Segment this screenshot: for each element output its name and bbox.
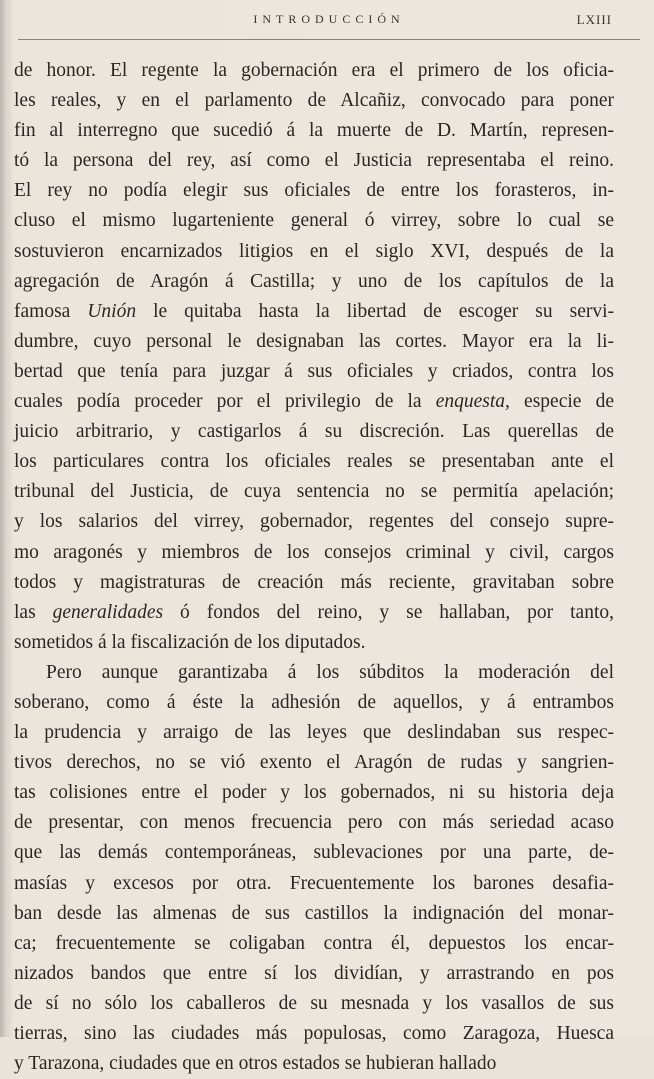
text-line: [14, 327, 614, 357]
text-line: [14, 176, 614, 206]
text-line: [14, 146, 614, 176]
text-line: [14, 237, 614, 267]
text-run: agregación de Aragón á Castilla; y uno de los capítulos de la: [14, 270, 614, 292]
text-line: [14, 267, 614, 297]
text-line: [14, 116, 614, 146]
text-run: ó fondos del reino, y se hallaban, por tanto,: [163, 601, 614, 623]
text-line: [14, 1019, 614, 1049]
text-run: El rey no podía elegir sus oficiales de entre los forasteros, in-: [14, 180, 614, 202]
text-line: [14, 538, 614, 568]
text-run: ca; frecuentemente se coligaban contra él, depuestos los encar-: [14, 932, 614, 954]
text-line: [14, 628, 614, 658]
text-run: bertad que tenía para juzgar á sus oficiales y criados, contra los: [14, 360, 614, 382]
text-run: tivos derechos, no se vió exento el Aragón de rudas y sangrien-: [14, 752, 614, 774]
text-run: mo aragonés y miembros de los consejos criminal y civil, cargos: [14, 541, 614, 563]
text-run: sostuvieron encarnizados litigios en el siglo XVI, después de la: [14, 240, 614, 262]
text-line: [14, 748, 614, 778]
text-run: de presentar, con menos frecuencia pero con más seriedad acaso: [14, 812, 614, 834]
text-line: [14, 808, 614, 838]
italic-term: Unión: [87, 300, 137, 322]
text-line: [14, 357, 614, 387]
text-line: [14, 869, 614, 899]
text-line: [14, 56, 614, 86]
italic-term: generalidades: [52, 601, 164, 623]
text-line: [14, 989, 614, 1019]
text-run: famosa: [14, 300, 88, 322]
text-line: [14, 206, 614, 236]
text-line: [14, 718, 614, 748]
text-run: tribunal del Justicia, de cuya sentencia no se permitía apelación;: [14, 481, 614, 503]
text-run: les reales, y en el parlamento de Alcañiz, convocado para poner: [14, 90, 614, 112]
text-run: la prudencia y arraigo de las leyes que deslindaban sus respec-: [14, 722, 614, 744]
text-line: [14, 507, 614, 537]
italic-term: enquesta,: [435, 391, 510, 413]
text-run: le quitaba hasta la libertad de escoger su servi-: [136, 300, 615, 322]
text-line: [14, 688, 614, 718]
text-line: [14, 297, 614, 327]
text-line: [14, 568, 614, 598]
header-rule: [18, 39, 640, 40]
body-text: [14, 56, 614, 1079]
text-line: [14, 778, 614, 808]
text-line: [14, 1049, 614, 1079]
text-run: cuales podía proceder por el privilegio de la: [14, 391, 436, 413]
text-line: [14, 387, 614, 417]
text-line: [14, 417, 614, 447]
text-run: y los salarios del virrey, gobernador, regentes del consejo supre-: [14, 511, 614, 533]
text-run: especie de: [509, 391, 614, 413]
paragraph: [14, 56, 614, 658]
text-run: masías y excesos por otra. Frecuentemente los barones desafia-: [14, 872, 614, 894]
running-title: INTRODUCCIÓN: [253, 12, 405, 26]
text-run: fin al interregno que sucedió á la muerte de D. Martín, represen-: [14, 120, 614, 142]
text-line: [14, 929, 614, 959]
text-run: Pero aunque garantizaba á los súbditos la moderación del: [46, 661, 614, 683]
text-line: [14, 86, 614, 116]
text-line: [14, 598, 614, 628]
text-run: los particulares contra los oficiales reales se presentaban ante el: [14, 451, 614, 473]
text-line: [14, 899, 614, 929]
text-run: las: [14, 601, 53, 623]
text-run: y Tarazona, ciudades que en otros estados se hubieran hallado: [14, 1053, 497, 1075]
text-run: nizados bandos que entre sí los dividían, y arrastrando en pos: [14, 962, 614, 984]
text-run: de sí no sólo los caballeros de su mesnada y los vasallos de sus: [14, 992, 614, 1014]
text-run: dumbre, cuyo personal le designaban las cortes. Mayor era la li-: [14, 330, 614, 352]
text-line: [14, 658, 614, 688]
text-run: tierras, sino las ciudades más populosas, como Zaragoza, Huesca: [14, 1023, 614, 1044]
text-run: soberano, como á éste la adhesión de aquellos, y á entrambos: [14, 691, 614, 713]
text-run: tas colisiones entre el poder y los gobernados, ni su historia deja: [14, 782, 614, 804]
page-header: [20, 10, 638, 32]
text-run: sometidos á la fiscalización de los diputados.: [14, 631, 366, 653]
text-run: ban desde las almenas de sus castillos la indignación del monar-: [14, 902, 614, 924]
text-run: que las demás contemporáneas, sublevaciones por una parte, de-: [14, 842, 614, 864]
text-line: [14, 447, 614, 477]
text-line: [14, 838, 614, 868]
text-run: todos y magistraturas de creación más reciente, gravitaban sobre: [14, 571, 614, 593]
page-number: LXIII: [576, 12, 612, 27]
text-run: tó la persona del rey, así como el Justicia representaba el reino.: [14, 150, 614, 172]
text-line: [14, 477, 614, 507]
text-run: cluso el mismo lugarteniente general ó virrey, sobre lo cual se: [14, 210, 614, 232]
text-line: [14, 959, 614, 989]
text-run: juicio arbitrario, y castigarlos á su discreción. Las querellas de: [14, 421, 614, 443]
text-run: de honor. El regente la gobernación era el primero de los oficia-: [14, 60, 614, 81]
paragraph: [14, 658, 614, 1079]
